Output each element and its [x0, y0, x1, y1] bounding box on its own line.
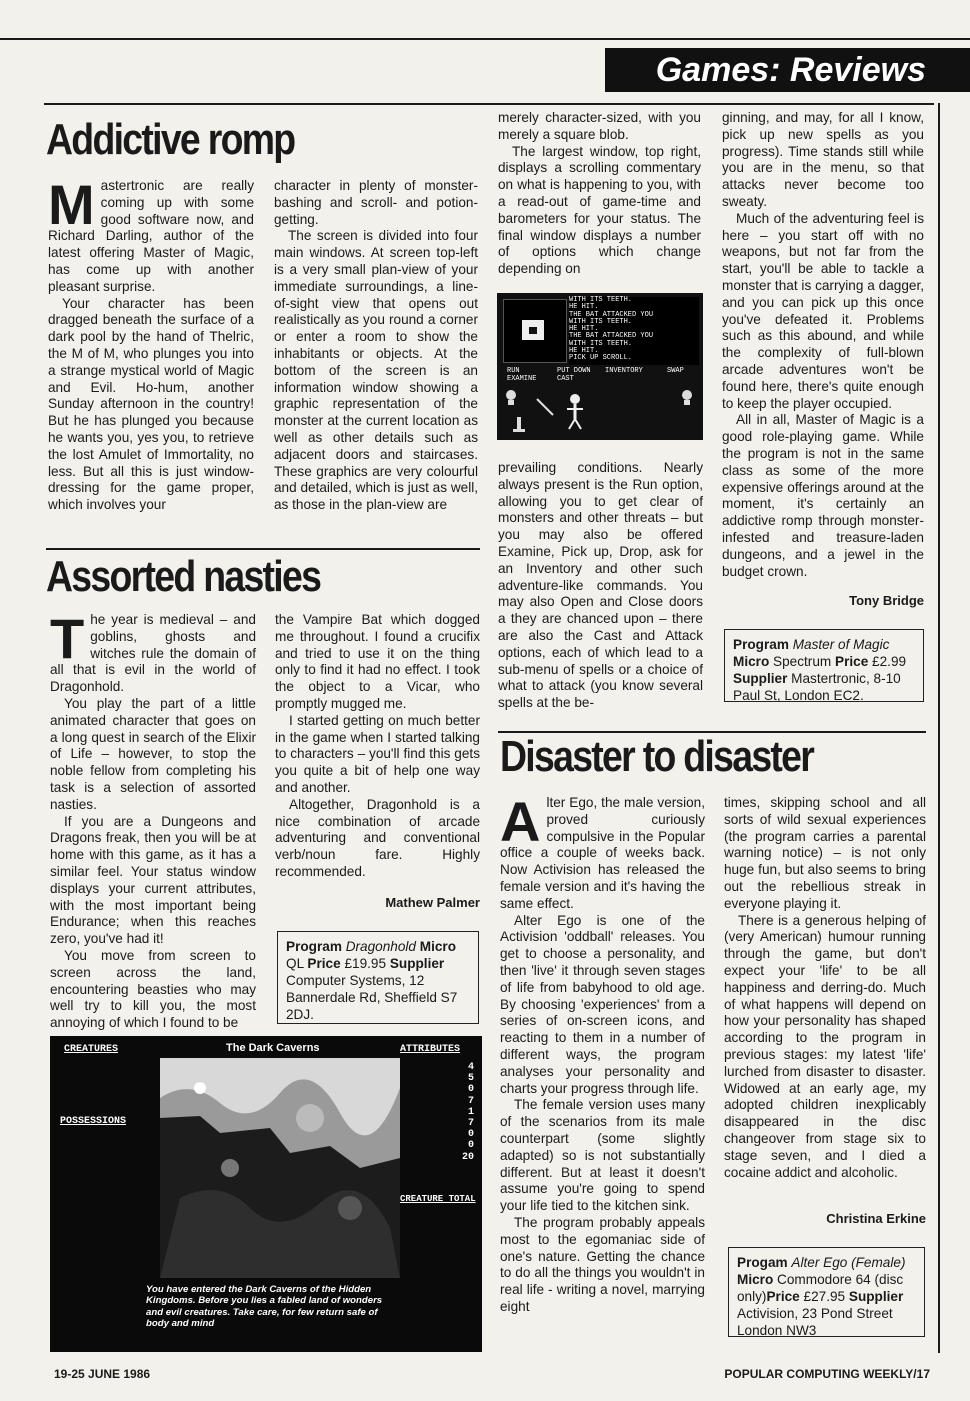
paragraph: he year is medieval – and goblins, ghosts and witches rule the domain of all that is evil in the world of Dragonhold. — [50, 612, 256, 695]
log-line: PICK UP SCROLL. — [569, 354, 633, 363]
paragraph: the Vampire Bat which dogged me throughout. I found a crucifix and tried to use it on the thing only to find it had no effect. I took the object to a Vicar, who promptly mugged me. — [275, 612, 480, 711]
drop-cap: A — [500, 790, 541, 853]
info-box-master-of-magic: Program Master of Magic Micro Spectrum Price £2.99 Supplier Mastertronic, 8-10 Paul St, London EC2. — [724, 629, 924, 702]
paragraph: Your character has been dragged beneath the surface of a dark pool by the hand of Thelric, the M of M, who plunges you into a strange mystical world of Magic and Evil. Ho-hum, another Sunday afternoon in the country! But he has plunged you because he wants you, yes you, to retrieve the lost Amulet of Immortality, no less. But all this is just window-dressing for the game proper, which involves your — [48, 295, 254, 513]
drop-cap: M — [48, 173, 95, 236]
menu-inventory: INVENTORY — [605, 367, 643, 375]
review2-column-2 — [275, 612, 480, 881]
right-margin-rule — [938, 103, 940, 1353]
menu-run: RUN — [507, 367, 520, 375]
attr-value: 7 — [467, 1118, 474, 1130]
paragraph: The largest window, top right, displays a scrolling commentary on what is happening to you, with a read-out of game-time and barometers for your status. The final window displays a number of options which change depending on — [498, 143, 701, 277]
paragraph: If you are a Dungeons and Dragons freak, then you will be at home with this game, as it has a similar feel. Your status window displays your current attributes, with the most important being Endurance; when this reaches zero, you've had it! — [50, 813, 256, 947]
review1-column-1 — [48, 173, 254, 514]
dragonhold-screenshot — [50, 1036, 482, 1352]
footer-date: 19-25 JUNE 1986 — [54, 1367, 151, 1381]
attributes-label: ATTRIBUTES — [400, 1044, 461, 1055]
log-line: WITH ITS TEETH. — [569, 339, 633, 348]
log-line: HE HIT. — [569, 347, 599, 356]
review1-column-3-top — [498, 110, 701, 278]
attr-value: 7 — [467, 1095, 474, 1107]
review1-column-3-bottom — [498, 460, 703, 712]
top-rule — [0, 38, 970, 40]
drop-cap: T — [50, 607, 85, 670]
location-title: The Dark Caverns — [226, 1042, 320, 1054]
paragraph: The screen is divided into four main windows. At screen top-left is a very small plan-view of your immediate surroundings, a line-of-sight view that opens out realistically as you round a corner or enter a room to show the inhabitants or objects. At the bottom of the screen is an information window showing a graphic representation of the monster at the current location as well as other details such as adjacent doors and staircases. These graphics are very colourful and detailed, which is just as well, as those in the plan-view are — [274, 228, 479, 513]
paragraph: prevailing conditions. Nearly always present is the Run option, allowing you to get clear of monsters and other threats – but you may also be offered Examine, Pick up, Drop, ask for an Inventory and other such adventure-like commands. You may also Open and Close doors a they are chanced upon – there are also the Cast and Attack options, each of which lead to a sub-menu of spells or a choice of what to attack (you know several spells at the be- — [498, 460, 703, 711]
log-line: HE HIT. — [569, 325, 599, 334]
review3-column-1 — [500, 790, 705, 1316]
attr-value: 5 — [467, 1073, 474, 1085]
menu-put-down: PUT DOWN — [557, 367, 591, 375]
paragraph: Much of the adventuring feel is here – you start off with no weapons, but not far from the start, you'll be able to tackle a monster that is carrying a dagger, and you can pick up this once you've defeated it. Problems such as this abound, and while the complexity of full-blown arcade adventures won't be found here, there's quite enough to keep the player occupied. — [722, 210, 924, 411]
paragraph: I started getting on much better in the game when I started talking to characters – you'll find this gets you quite a bit of help one way and another. — [275, 712, 480, 795]
menu-cast: CAST — [557, 375, 574, 383]
paragraph: character in plenty of monster-bashing and scroll- and potion-getting. — [274, 178, 478, 227]
headline-addictive-romp: Addictive romp — [46, 115, 295, 164]
paragraph: The female version uses many of the scenarios from its male counterpart (some slightly adapted) so is not substantially different. But at least it doesn't assume you're going to spend your life tied to the kitchen sink. — [500, 1097, 705, 1214]
info-box-dragonhold: Program Dragonhold Micro QL Price £19.95 Supplier Computer Systems, 12 Bannerdale Rd, Sheffield S7 2DJ. — [277, 931, 479, 1024]
paragraph: You move from screen to screen across the land, encountering beasties who may well try to kill you, the most annoying of which I found to be — [50, 947, 256, 1031]
info-box-alter-ego: Progam Alter Ego (Female) Micro Commodore 64 (disc only)Price £27.95 Supplier Activision, 23 Pond Street London NW3 — [728, 1247, 925, 1337]
attr-value: 0 — [467, 1129, 474, 1141]
paragraph: Altogether, Dragonhold is a nice combination of arcade adventuring and conventional verb/noun fare. Highly recommended. — [275, 796, 480, 879]
byline-tony-bridge: Tony Bridge — [849, 593, 924, 608]
log-line: WITH ITS TEETH. — [569, 296, 633, 304]
attr-value: 0 — [467, 1140, 474, 1152]
header-rule — [44, 103, 934, 105]
attr-value: 0 — [467, 1084, 474, 1096]
section-header: Games: Reviews — [605, 48, 970, 92]
review1-column-2 — [274, 178, 478, 514]
log-line: THE BAT ATTACKED YOU — [569, 332, 654, 341]
review2-column-1 — [50, 607, 256, 1032]
byline-christina-erkine: Christina Erkine — [826, 1211, 926, 1226]
paragraph: merely character-sized, with you merely a square blob. — [498, 110, 701, 142]
headline-disaster-to-disaster: Disaster to disaster — [500, 732, 814, 781]
dragonhold-caption: You have entered the Dark Caverns of the Hidden Kingdoms. Before you lies a fabled land of wonders and evil creatures. Take care, for few return safe of body and mind — [146, 1284, 383, 1330]
player-blob-core — [529, 327, 537, 334]
paragraph: All in all, Master of Magic is a good role-playing game. While the program is not in the same class as some of the more expensive offerings around at the moment, it's certainly an addictive romp through monster-infested and treasure-laden dungeons, and a jewel in the budget crown. — [722, 412, 924, 579]
attribute-values — [454, 1062, 474, 1163]
paragraph: The program probably appeals most to the egomaniac side of one's nature. Getting the chance to do all the things you wouldn't in real life - writing a novel, marrying eight — [500, 1214, 705, 1314]
byline-mathew-palmer: Mathew Palmer — [385, 895, 480, 910]
paragraph: There is a generous helping of (very American) humour running through the game, but don't expect your 'life' to be all happiness and derring-do. Much of what happens will depend on how your personality has shaped according to the program in previous stages: my latest 'life' lurched from disaster to disaster. Widowed at an early age, my adopted children inexplicably disappeared in the disc changeover from stage six to stage seven, and I died a cocaine addict and alcoholic. — [724, 912, 926, 1180]
menu-swap: SWAP — [667, 367, 684, 375]
attr-value: 20 — [461, 1151, 474, 1163]
attr-value: 4 — [467, 1062, 474, 1073]
paragraph: astertronic are really coming up with some good software now, and Richard Darling, author of the latest offering Master of Magic, has come up with another pleasant surprise. — [48, 178, 254, 294]
paragraph: times, skipping school and all sorts of wild sexual experiences (the program carries a parental warning notice) – is not only huge fun, but also seems to bring out the rebellious streak in everyone playing it. — [724, 795, 926, 911]
attr-value: 1 — [467, 1106, 474, 1118]
cavern-map — [160, 1058, 400, 1278]
master-of-magic-screenshot — [497, 293, 703, 440]
review1-column-4 — [722, 110, 924, 580]
creatures-label: CREATURES — [64, 1044, 119, 1055]
monster-graphic-window — [497, 389, 703, 439]
commentary-window — [569, 297, 699, 365]
paragraph: Alter Ego is one of the Activision 'oddball' releases. You get to choose a personality, and then 'live' it through seven stages of life from babyhood to old age. By choosing 'experiences' from a series of on-screen icons, and reacting to them in a number of different ways, the program analyses your personality and charts your progress through life. — [500, 912, 705, 1096]
review3-column-2 — [724, 795, 926, 1181]
headline-assorted-nasties: Assorted nasties — [46, 552, 321, 601]
menu-examine: EXAMINE — [507, 375, 537, 383]
creature-total-label: CREATURE TOTAL — [400, 1194, 476, 1204]
plan-view-window — [503, 299, 567, 363]
possessions-label: POSSESSIONS — [60, 1116, 127, 1127]
log-line: HE HIT. — [569, 303, 599, 312]
log-line: THE BAT ATTACKED YOU — [569, 310, 654, 319]
paragraph: You play the part of a little animated character that goes on a long quest in search of the Elixir of Life – however, to stop the noble fellow from completing his task is a selection of assorted nasties. — [50, 695, 256, 812]
paragraph: lter Ego, the male version, proved curiously compulsive in the Popular office a couple of weeks back. Now Activision has released the female version and it's having the same effect. — [500, 795, 705, 911]
section-divider — [46, 548, 480, 550]
footer-page: POPULAR COMPUTING WEEKLY/17 — [724, 1367, 930, 1381]
log-line: WITH ITS TEETH. — [569, 317, 633, 326]
paragraph: ginning, and may, for all I know, pick up new spells as you progress). Time stands still while you are in the menu, so that attacks never become too sweaty. — [722, 110, 924, 209]
